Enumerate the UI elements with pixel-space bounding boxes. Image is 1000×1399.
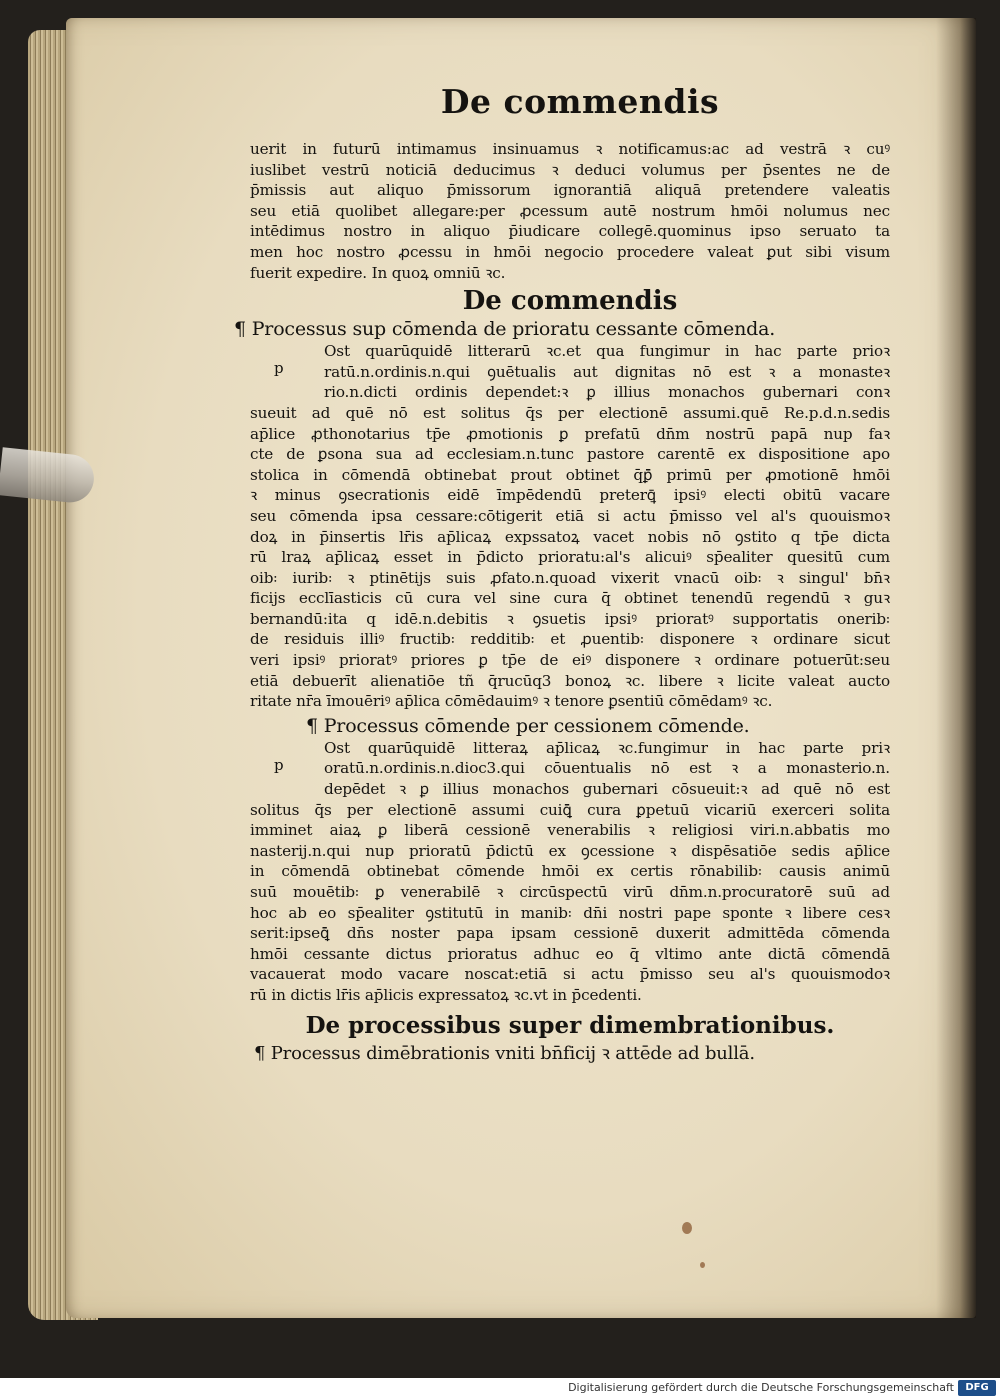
text-line: sueuit ad quē nō est solitus q̄s per electionē assumi.quē Re.p.d.n.sedis <box>250 403 890 422</box>
text-line: rū lraꝝ ap̄licaꝝ esset in p̄dicto prioratu:al's alicuiꝰ sp̄ealiter quesitū cum <box>250 548 890 567</box>
book-gutter-shadow <box>936 18 976 1318</box>
ink-stain <box>682 1222 692 1234</box>
text-line: rū in dictis lr̄is ap̄licis expressatoꝝ ꝛc.vt in p̄cedenti. <box>250 985 642 1004</box>
text-line: men hoc nostro ꝓcessu in hmōi negocio procedere valeat ꝑut sibi visum <box>250 242 890 261</box>
text-line: ꝛ minus ꝯsecrationis eidē īmpēdendū preterꝗ̄ ipsiꝰ electi obitū vacare <box>250 486 890 505</box>
text-line: hoc ab eo sp̄ealiter ꝯstitutū in manib꞉ dn̄i nostri pape sponte ꝛ libere cesꝛ <box>250 903 890 922</box>
text-line: Ost quarūquidē litteraꝝ ap̄licaꝝ ꝛc.fungimur in hac parte priꝛ <box>324 738 890 757</box>
section-heading-2: De processibus super dimembrationibus. <box>305 1011 835 1039</box>
text-line: suū mouētib꞉ ꝑ venerabilē ꝛ circūspectū virū dn̄m.n.procuratorē suū ad <box>250 883 890 901</box>
paragraph-1 <box>250 139 890 283</box>
text-line: in cōmendā obtinebat cōmende hmōi ex certis rōnabilib꞉ causis animū <box>250 862 890 881</box>
text-line: fuerit expedire. In quoꝝ omniū ꝛc. <box>250 263 506 282</box>
text-line: doꝝ in p̄insertis lr̄is ap̄licaꝝ expssatoꝝ vacet nobis nō ꝯstito q tp̄e dicta <box>250 527 890 546</box>
guide-letter: p <box>274 755 284 774</box>
ink-stain <box>700 1262 705 1268</box>
text-line: hmōi cessante dictus prioratus adhuc eo q̄ vltimo ante dictā cōmendā <box>250 944 890 963</box>
text-line: cte de ꝑsona sua ad ecclesiam.n.tunc pastore carentē ex dispositione apo <box>250 445 890 464</box>
text-line: oib꞉ iurib꞉ ꝛ ptinētijs suis ꝓfato.n.quoad vixerit vnacū oib꞉ ꝛ singul' bn̄ꝛ <box>250 568 890 587</box>
text-line: rio.n.dicti ordinis dependet:ꝛ ꝑ illius monachos gubernari conꝛ <box>324 383 890 402</box>
text-line: ratū.n.ordinis.n.qui ꝯuētualis aut dignitas nō est ꝛ a monasteꝛ <box>324 362 890 381</box>
section-heading-1: De commendis <box>462 286 678 317</box>
text-line: uerit in futurū intimamus insinuamus ꝛ notificamus:ac ad vestrā ꝛ cuꝰ <box>250 140 890 158</box>
page-text-block <box>234 82 890 1066</box>
subheading-1: ¶ Processus sup cōmenda de prioratu cessante cōmenda. <box>234 318 776 341</box>
text-line: intēdimus nostro in aliquo p̄iudicare collegē.quominus ipso seruato ta <box>250 222 890 241</box>
guide-letter: p <box>274 359 284 378</box>
paragraph-2 <box>250 341 890 712</box>
text-line: ap̄lice ꝓthonotarius tp̄e ꝓmotionis ꝑ prefatū dn̄m nostrū papā nup faꝛ <box>250 424 890 443</box>
text-line: ritate nr̄a īmouēriꝰ ap̄lica cōmēdauimꝰ ꝛ tenore ꝑsentiū cōmēdamꝰ ꝛc. <box>250 692 773 711</box>
text-line: vacauerat modo vacare noscat:etiā si actu p̄misso seu al's quouismodoꝛ <box>250 965 890 984</box>
paragraph-2-wrap <box>250 341 890 712</box>
footer-bar <box>0 1378 1000 1399</box>
text-line: depēdet ꝛ ꝑ illius monachos gubernari cōsueuit:ꝛ ad quē nō est <box>324 780 890 799</box>
text-line: iuslibet vestrū noticiā deducimus ꝛ deduci volumus per p̄sentes ne de <box>250 160 890 179</box>
text-line: stolica in cōmendā obtinebat prout obtinet q̄ꝑ̄ primū per ꝓmotionē hmōi <box>250 465 890 484</box>
text-line: serit:ipseꝗ̄ dn̄s noster papa ipsam cessionē duxerit admittēda cōmenda <box>250 924 890 943</box>
funding-credit: Digitalisierung gefördert durch die Deutsche Forschungsgemeinschaft <box>568 1381 954 1394</box>
text-line: solitus q̄s per electionē assumi cuiꝗ̄ cura ꝑpetuū vicariū exerceri solita <box>250 800 890 819</box>
text-line: Ost quarūquidē litterarū ꝛc.et qua fungimur in hac parte prioꝛ <box>324 342 890 361</box>
paragraph-3 <box>250 738 890 1006</box>
text-line: de residuis illiꝰ fructib꞉ redditib꞉ et ꝓuentib꞉ disponere ꝛ ordinare sicut <box>250 630 890 649</box>
text-line: etiā debuerīt alienatiōe tñ q̄rucūq3 bonoꝝ ꝛc. libere ꝛ licite valeat aucto <box>250 671 890 690</box>
text-line: imminet aiaꝝ ꝑ liberā cessionē venerabilis ꝛ religiosi viri.n.abbatis mo <box>250 821 890 840</box>
subheading-3: ¶ Processus dimēbrationis vniti bn̄ficij ꝛ attēde ad bullā. <box>254 1042 755 1064</box>
text-line: seu etiā quolibet allegare:per ꝓcessum autē nostrum hmōi nolumus nec <box>250 201 890 220</box>
dfg-logo: DFG <box>958 1380 996 1396</box>
running-head: De commendis <box>440 82 720 121</box>
paragraph-3-wrap <box>250 738 890 1006</box>
subheading-2: ¶ Processus cōmende per cessionem cōmende. <box>306 714 750 737</box>
text-line: oratū.n.ordinis.n.dioc3.qui cōuentualis nō est ꝛ a monasterio.n. <box>324 759 890 778</box>
text-line: nasterij.n.qui nup prioratū p̄dictū ex ꝯcessione ꝛ dispēsatiōe sedis ap̄lice <box>250 841 890 860</box>
text-line: p̄missis aut aliquo p̄missorum ignorantiā aliquā pretendere valeatis <box>250 181 890 200</box>
text-line: ficijs ecclīasticis cū cura vel sine cura q̄ obtinet tenendū regendū ꝛ guꝛ <box>250 589 890 608</box>
text-line: veri ipsiꝰ prioratꝰ priores ꝑ tp̄e de eiꝰ disponere ꝛ ordinare potuerūt:seu <box>250 651 890 670</box>
text-line: bernandū:ita q idē.n.debitis ꝛ ꝯsuetis ipsiꝰ prioratꝰ supportatis onerib꞉ <box>250 609 890 628</box>
text-line: seu cōmenda ipsa cessare:cōtigerit etiā si actu p̄misso vel al's quouismoꝛ <box>250 506 890 525</box>
